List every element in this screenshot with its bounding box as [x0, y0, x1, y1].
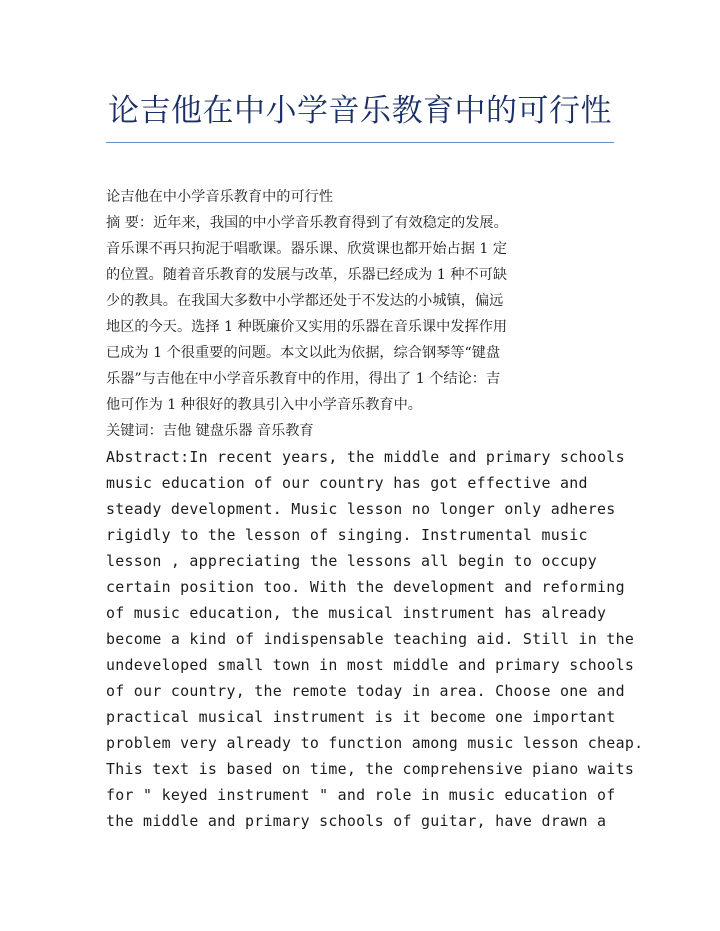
document-title: 论吉他在中小学音乐教育中的可行性 — [108, 93, 612, 129]
title-divider — [106, 142, 614, 143]
abstract-cn-line: 少的教具。在我国大多数中小学都还处于不发达的小城镇，偏远 — [106, 293, 504, 309]
abstract-en-line: practical musical instrument is it become one important — [106, 708, 616, 726]
abstract-en-line: certain position too. With the development and reforming — [106, 578, 625, 596]
abstract-en-line: Abstract:In recent years, the middle and primary schools — [106, 448, 625, 466]
abstract-cn-line: 的位置。随着音乐教育的发展与改革，乐器已经成为 1 种不可缺 — [106, 267, 508, 283]
abstract-en-line: music education of our country has got effective and — [106, 474, 588, 492]
abstract-en-line: of our country, the remote today in area. Choose one and — [106, 682, 625, 700]
abstract-en-line: undeveloped small town in most middle and primary schools — [106, 656, 635, 674]
abstract-cn-line: 已成为 1 个很重要的问题。本文以此为依据，综合钢琴等“键盘 — [106, 345, 501, 361]
abstract-en-line: This text is based on time, the comprehensive piano waits — [106, 760, 635, 778]
abstract-cn-line: 摘 要：近年来，我国的中小学音乐教育得到了有效稳定的发展。 — [106, 215, 508, 231]
keywords-line: 关键词：吉他 键盘乐器 音乐教育 — [106, 423, 314, 439]
abstract-en-line: become a kind of indispensable teaching aid. Still in the — [106, 630, 635, 648]
abstract-en-line: problem very already to function among music lesson cheap. — [106, 734, 644, 752]
abstract-en-line: for " keyed instrument " and role in music education of — [106, 786, 616, 804]
abstract-cn-line: 乐器”与吉他在中小学音乐教育中的作用，得出了 1 个结论：吉 — [106, 371, 501, 387]
abstract-en-line: steady development. Music lesson no longer only adheres — [106, 500, 616, 518]
abstract-en-line: lesson , appreciating the lessons all begin to occupy — [106, 552, 598, 570]
document-body — [106, 184, 644, 834]
abstract-cn-line: 音乐课不再只拘泥于唱歌课。器乐课、欣赏课也都开始占据 1 定 — [106, 241, 508, 257]
subtitle-line: 论吉他在中小学音乐教育中的可行性 — [106, 189, 334, 205]
abstract-cn-line: 他可作为 1 种很好的教具引入中小学音乐教育中。 — [106, 397, 422, 413]
abstract-en-line: of music education, the musical instrument has already — [106, 604, 607, 622]
abstract-en-line: the middle and primary schools of guitar, have drawn a — [106, 812, 607, 830]
abstract-cn-line: 地区的今天。选择 1 种既廉价又实用的乐器在音乐课中发挥作用 — [106, 319, 508, 335]
abstract-en-line: rigidly to the lesson of singing. Instrumental music — [106, 526, 588, 544]
